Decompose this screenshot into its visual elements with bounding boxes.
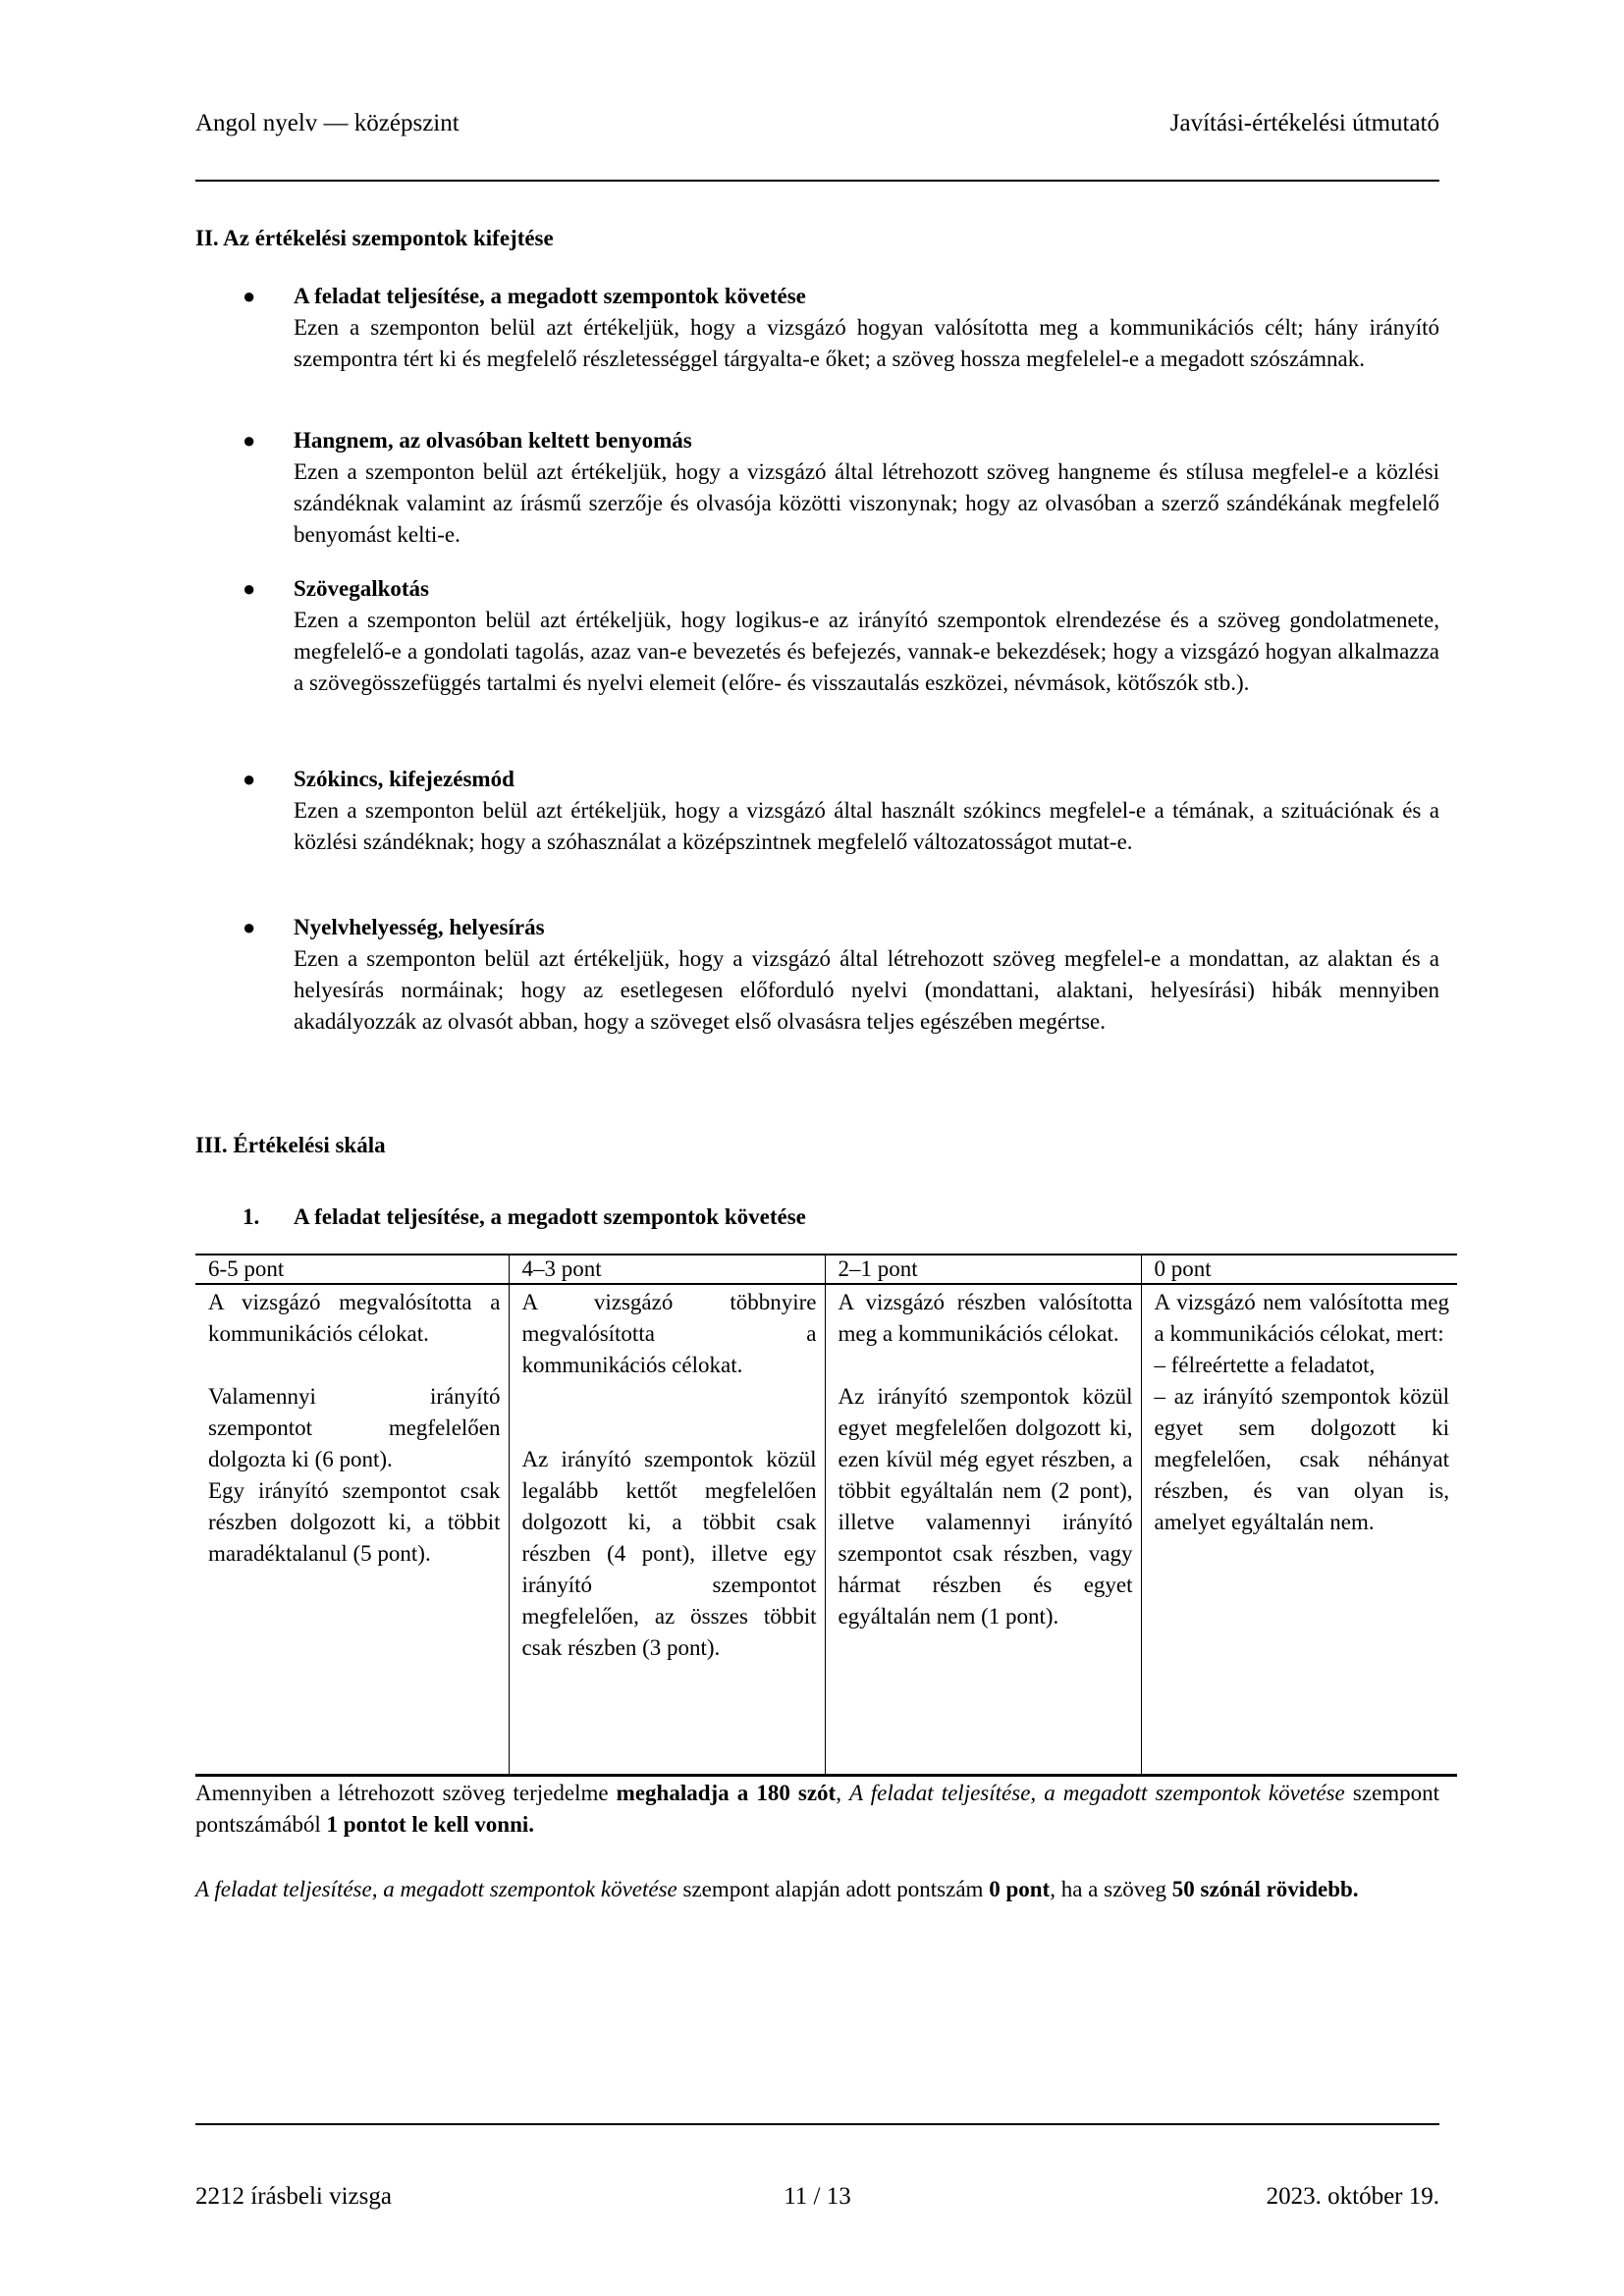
cell-paragraph: A vizsgázó megvalósította a kommunikációs célokat. bbox=[208, 1290, 501, 1346]
column-header: 4–3 pont bbox=[509, 1255, 825, 1284]
word-limit-note bbox=[195, 1778, 1439, 1841]
note-text: szempont alapján adott pontszám bbox=[677, 1877, 990, 1901]
scale-subtitle bbox=[243, 1204, 806, 1230]
criterion-text: Ezen a szemponton belül azt értékeljük, hogy logikus-e az irányító szempontok elrendezése és a szöveg gondolatmenete, megfelelő-e a gondolati tagolás, azaz van-e bevezetés és befejezés, vannak-e bekezdések; hogy a vizsgázó hogyan alkalmazza a szövegösszefüggés tartalmi és nyelvi elemeit (előre- és visszautalás eszközei, névmások, kötőszók stb.). bbox=[294, 608, 1439, 695]
note-bold: meghaladja a 180 szót bbox=[616, 1781, 837, 1805]
note-text: , ha a szöveg bbox=[1050, 1877, 1172, 1901]
scale-number: 1. bbox=[243, 1204, 260, 1229]
cell-paragraph: A vizsgázó többnyire megvalósította a kommunikációs célokat. bbox=[521, 1290, 817, 1377]
header-doc-type: Javítási-értékelési útmutató bbox=[1169, 110, 1439, 136]
table-row bbox=[195, 1284, 1457, 1776]
note-bold: 50 szónál rövidebb. bbox=[1171, 1877, 1359, 1901]
column-header: 2–1 pont bbox=[825, 1255, 1141, 1284]
criterion-text: Ezen a szemponton belül azt értékeljük, hogy a vizsgázó által létrehozott szöveg hangneme és stílusa megfelel-e a közlési szándéknak valamint az írásmű szerzője és olvasója közötti viszonynak; hogy az olvasóban a szerző szándékának megfelelő benyomást kelti-e. bbox=[294, 459, 1439, 547]
table-cell-2-1 bbox=[825, 1284, 1141, 1776]
criterion-heading: Szövegalkotás bbox=[294, 576, 429, 601]
criterion-heading: Nyelvhelyesség, helyesírás bbox=[294, 915, 545, 939]
criterion-heading: A feladat teljesítése, a megadott szempontok követése bbox=[294, 284, 806, 308]
criterion-text: Ezen a szemponton belül azt értékeljük, hogy a vizsgázó által használt szókincs megfelel-e a témának, a szituációnak és a közlési szándéknak; hogy a szóhasználat a középszintnek megfelelő változatosságot mutat-e. bbox=[294, 798, 1439, 854]
criterion-heading: Hangnem, az olvasóban keltett benyomás bbox=[294, 428, 692, 453]
cell-paragraph: Az irányító szempontok közül legalább kettőt megfelelően dolgozott ki, a többit csak részben (4 pont), illetve egy irányító szempontot megfelelően, az összes többit csak részben (3 pont). bbox=[521, 1447, 817, 1660]
table-cell-6-5 bbox=[195, 1284, 509, 1776]
footer-rule bbox=[195, 2123, 1439, 2125]
section-3-title: III. Értékelési skála bbox=[195, 1133, 386, 1157]
note-bold: 0 pont bbox=[989, 1877, 1051, 1901]
cell-paragraph: A vizsgázó részben valósította meg a kommunikációs célokat. bbox=[838, 1290, 1133, 1346]
bullet-icon: ● bbox=[243, 915, 256, 939]
cell-paragraph: Az irányító szempontok közül egyet megfelelően dolgozott ki, ezen kívül még egyet részben, a többit egyáltalán nem (2 pont), illetve valamennyi irányító szempontot csak részben, vagy hármat részben és egyet egyáltalán nem (1 pont). bbox=[838, 1384, 1133, 1629]
note-text: szempont pontszámából bbox=[195, 1781, 1439, 1837]
cell-paragraph: – félreértette a feladatot, bbox=[1154, 1353, 1376, 1377]
scale-heading: A feladat teljesítése, a megadott szempontok követése bbox=[294, 1204, 806, 1229]
minimum-length-note bbox=[195, 1874, 1439, 1905]
column-header: 0 pont bbox=[1141, 1255, 1457, 1284]
criterion-heading: Szókincs, kifejezésmód bbox=[294, 767, 514, 791]
footer-date: 2023. október 19. bbox=[1266, 2183, 1439, 2210]
note-bold: 1 pontot le kell vonni. bbox=[326, 1812, 535, 1837]
note-italic: A feladat teljesítése, a megadott szempontok követése bbox=[849, 1781, 1345, 1805]
cell-paragraph: A vizsgázó nem valósította meg a kommunikációs célokat, mert: bbox=[1154, 1290, 1449, 1346]
section-2-title: II. Az értékelési szempontok kifejtése bbox=[195, 226, 554, 250]
rating-scale-table bbox=[195, 1254, 1457, 1777]
table-header-row bbox=[195, 1255, 1457, 1284]
footer-exam-code: 2212 írásbeli vizsga bbox=[195, 2183, 392, 2210]
header-rule bbox=[195, 180, 1439, 182]
header-subject: Angol nyelv — középszint bbox=[195, 110, 460, 136]
table-cell-4-3 bbox=[509, 1284, 825, 1776]
bullet-icon: ● bbox=[243, 576, 256, 601]
cell-paragraph: Egy irányító szempontot csak részben dolgozott ki, a többit maradéktalanul (5 pont). bbox=[208, 1478, 501, 1566]
bullet-icon: ● bbox=[243, 284, 256, 308]
bullet-icon: ● bbox=[243, 767, 256, 791]
note-italic: A feladat teljesítése, a megadott szempontok követése bbox=[195, 1877, 677, 1901]
page-number: 11 / 13 bbox=[784, 2183, 851, 2210]
note-text: , bbox=[836, 1781, 850, 1805]
column-header: 6-5 pont bbox=[195, 1255, 509, 1284]
cell-paragraph: – az irányító szempontok közül egyet sem dolgozott ki megfelelően, csak néhányat részben, és van olyan is, amelyet egyáltalán nem. bbox=[1154, 1384, 1449, 1534]
note-text: Amennyiben a létrehozott szöveg terjedelme bbox=[195, 1781, 617, 1805]
bullet-icon: ● bbox=[243, 428, 256, 453]
criterion-text: Ezen a szemponton belül azt értékeljük, hogy a vizsgázó hogyan valósította meg a kommunikációs célt; hány irányító szempontra tért ki és megfelelő részletességgel tárgyalta-e őket; a szöveg hossza megfelelel-e a megadott szószámnak. bbox=[294, 315, 1439, 371]
table-cell-0 bbox=[1141, 1284, 1457, 1776]
cell-paragraph: Valamennyi irányító szempontot megfelelően dolgozta ki (6 pont). bbox=[208, 1384, 501, 1471]
criterion-text: Ezen a szemponton belül azt értékeljük, hogy a vizsgázó által létrehozott szöveg megfelel-e a mondattan, az alaktan és a helyesírás normáinak; hogy az esetlegesen előforduló nyelvi (mondattani, alaktani, helyesírási) hibák mennyiben akadályozzák az olvasót abban, hogy a szöveget első olvasásra teljes egészében megértse. bbox=[294, 946, 1439, 1034]
